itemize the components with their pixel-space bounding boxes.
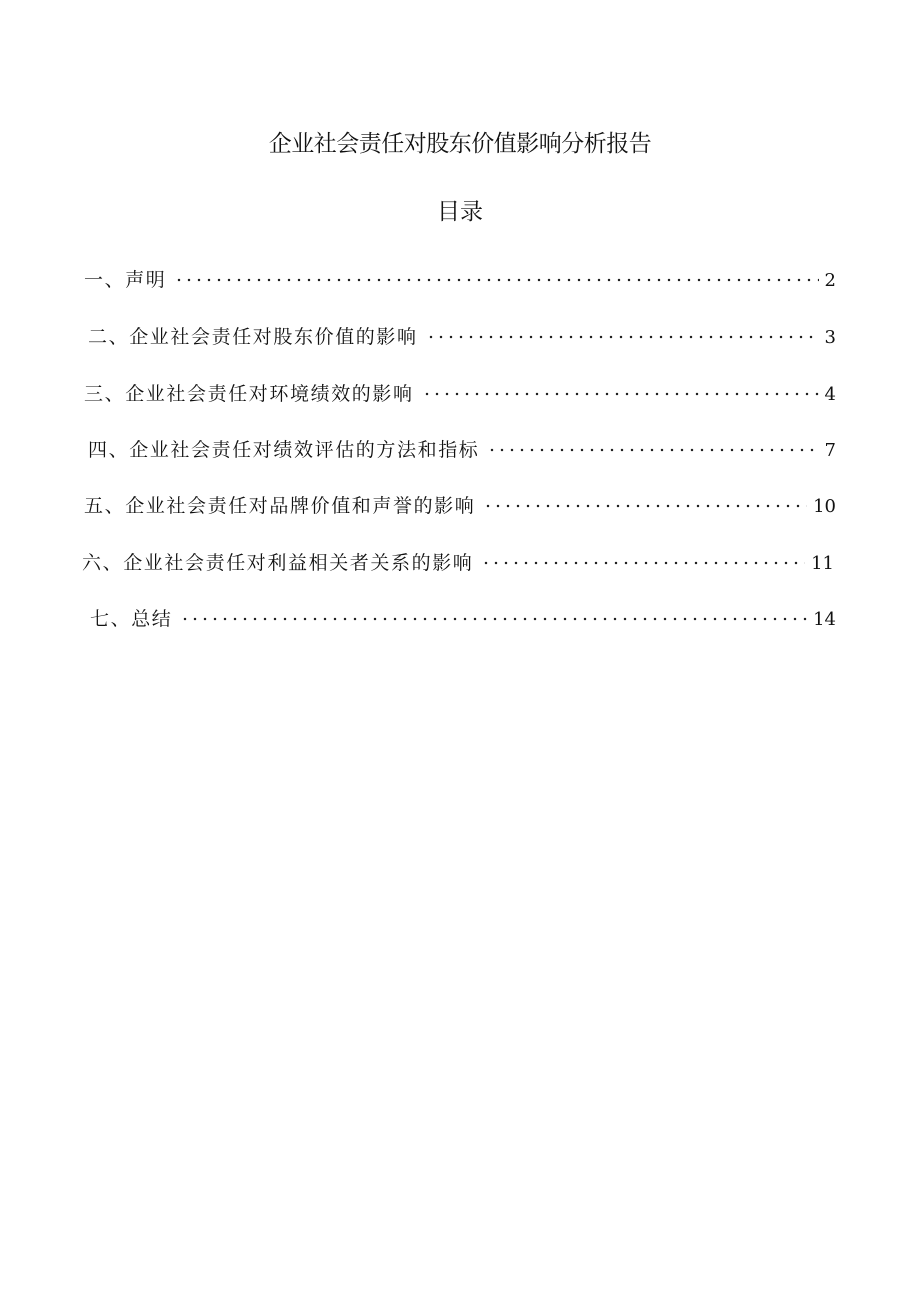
toc-dot-leader [487, 426, 818, 456]
toc-entry[interactable] [84, 482, 836, 517]
toc-page-number: 4 [824, 384, 836, 405]
toc-page-number: 2 [824, 270, 836, 291]
toc-dot-leader [483, 482, 807, 512]
toc-entry[interactable] [84, 370, 836, 405]
toc-entry-label: 一、声明 [84, 269, 167, 291]
toc-entry-label: 六、企业社会责任对利益相关者关系的影响 [82, 552, 474, 574]
toc-entry-label: 七、总结 [90, 608, 173, 630]
toc-entry-label: 五、企业社会责任对品牌价值和声誉的影响 [84, 495, 476, 517]
toc-page-number: 14 [813, 609, 836, 630]
toc-entry[interactable] [84, 256, 836, 291]
toc-dot-leader [180, 595, 807, 625]
toc-dot-leader [422, 370, 819, 400]
toc-page-number: 11 [811, 553, 834, 574]
toc-page-number: 7 [824, 440, 836, 461]
toc-entry-label: 三、企业社会责任对环境绩效的影响 [84, 383, 414, 405]
toc-entry[interactable] [88, 426, 836, 461]
toc-entry[interactable] [88, 313, 836, 348]
toc-page-number: 10 [813, 496, 836, 517]
toc-entry[interactable] [90, 595, 836, 630]
toc-dot-leader [426, 313, 819, 343]
toc-page-number: 3 [824, 327, 836, 348]
toc-heading: 目录 [437, 199, 483, 225]
toc-entry-label: 四、企业社会责任对绩效评估的方法和指标 [88, 439, 480, 461]
toc-entry[interactable] [82, 539, 834, 574]
document-title: 企业社会责任对股东价值影响分析报告 [268, 131, 652, 157]
toc-entry-label: 二、企业社会责任对股东价值的影响 [88, 326, 418, 348]
toc-dot-leader [481, 539, 805, 569]
toc-dot-leader [174, 256, 818, 286]
